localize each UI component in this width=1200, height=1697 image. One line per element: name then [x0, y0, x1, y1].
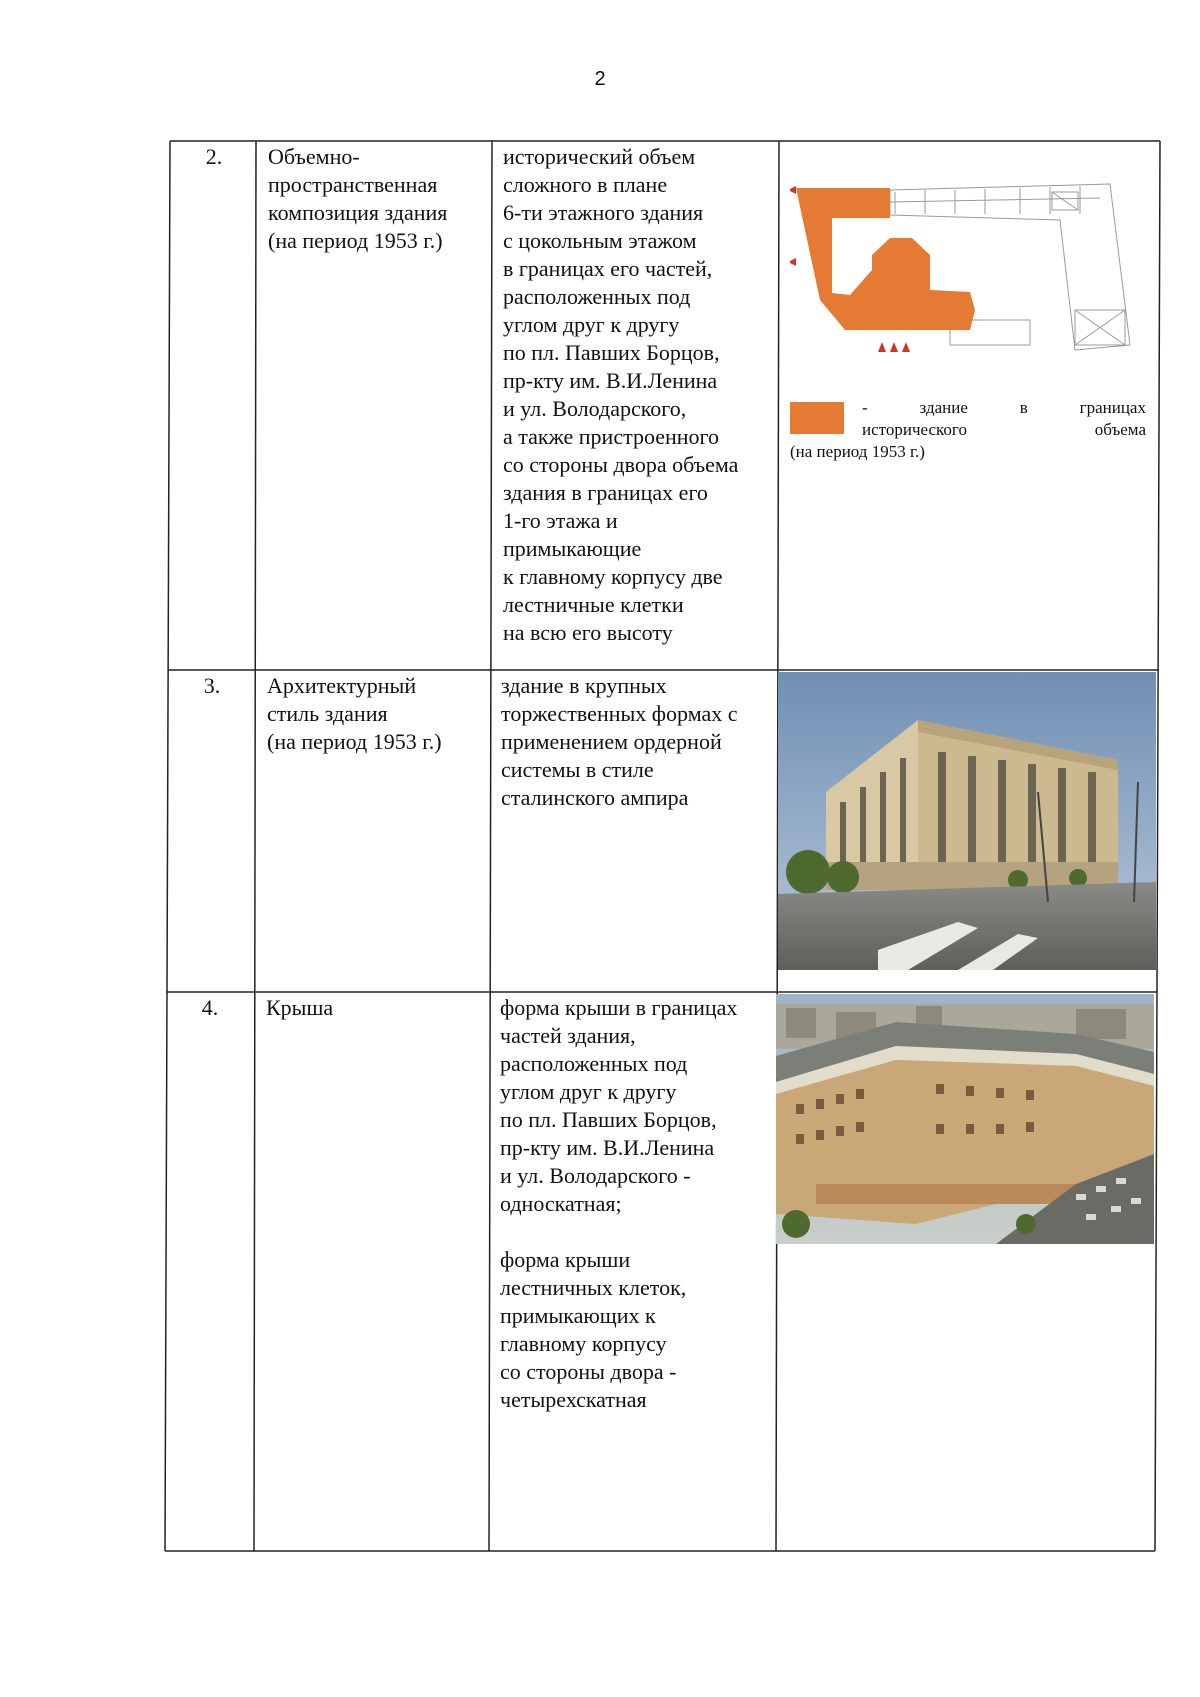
row-name: Крыша [266, 995, 334, 1020]
row-number: 4. [201, 995, 219, 1020]
legend-period: (на период 1953 г.) [790, 442, 925, 461]
row-name: Объемно- пространственная композиция здания (на период 1953 г.) [268, 144, 448, 253]
floor-plan-image [790, 170, 1150, 360]
page-number: 2 [594, 68, 606, 90]
row-number: 3. [203, 673, 221, 698]
legend-word: исторического [862, 420, 967, 439]
roof-aerial-photo [776, 994, 1154, 1244]
building-facade-photo [778, 672, 1156, 970]
row-description: здание в крупных торжественных формах с применением ордерной системы в стиле сталинского ампира [501, 673, 738, 810]
row-description: форма крыши в границах частей здания, расположенных под углом друг к другу по пл. Павших Борцов, пр-кту им. В.И.Ленина и ул. Володарского - односкатная; форма крыши лестничных клеток, примыкающих к главному корпусу со стороны двора - четырехскатная [500, 995, 738, 1412]
legend-word: в [1019, 398, 1028, 417]
row-name: Архитектурный стиль здания (на период 1953 г.) [267, 673, 442, 754]
legend-word: объема [1094, 420, 1146, 439]
legend-text [790, 397, 1146, 463]
legend-word: здание [919, 398, 968, 417]
legend-word: - [862, 398, 868, 417]
row-description: исторический объем сложного в плане 6-ти этажного здания с цокольным этажом в границах его частей, расположенных под углом друг к другу по пл. Павших Борцов, пр-кту им. В.И.Ленина и ул. Володарского, а также пристроенного со стороны двора объема здания в границах его 1-го этажа и примыкающие к главному корпусу две лестничные клетки на всю его высоту [503, 144, 739, 645]
legend-word: границах [1079, 398, 1146, 417]
row-number: 2. [205, 144, 223, 169]
